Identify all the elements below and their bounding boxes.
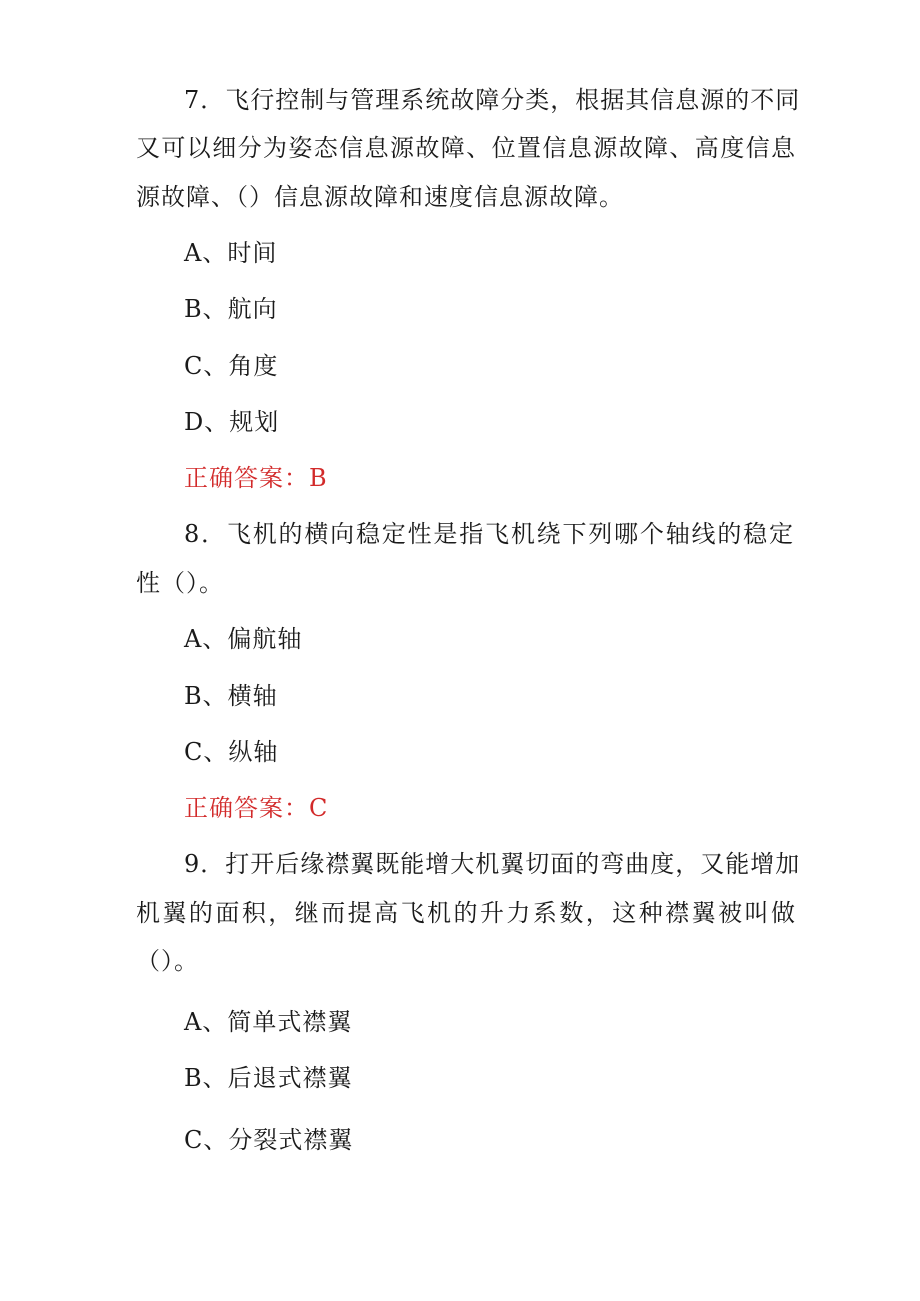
question-8-answer: 正确答案：C xyxy=(184,794,329,822)
question-8-line-2: 性（）。 xyxy=(136,569,224,597)
question-8-option-c: C、纵轴 xyxy=(184,738,279,766)
question-7-option-a: A、时间 xyxy=(184,239,278,267)
question-7-line-3: 源故障、（）信息源故障和速度信息源故障。 xyxy=(136,183,624,211)
question-7-line-1: 7．飞行控制与管理系统故障分类，根据其信息源的不同 xyxy=(184,86,801,114)
question-9-line-1: 9．打开后缘襟翼既能增大机翼切面的弯曲度，又能增加 xyxy=(184,850,801,878)
question-8-option-a: A、偏航轴 xyxy=(184,625,303,653)
question-7-option-d: D、规划 xyxy=(184,408,280,436)
question-7-option-c: C、角度 xyxy=(184,352,279,380)
question-9-option-c: C、分裂式襟翼 xyxy=(184,1126,354,1154)
question-7-answer: 正确答案：B xyxy=(184,464,328,492)
question-9-option-b: B、后退式襟翼 xyxy=(184,1064,353,1092)
question-7-line-2: 又可以细分为姿态信息源故障、位置信息源故障、高度信息 xyxy=(136,134,796,162)
question-9-option-a: A、简单式襟翼 xyxy=(184,1008,353,1036)
question-9-line-3: （）。 xyxy=(136,947,199,975)
question-9-line-2: 机翼的面积，继而提高飞机的升力系数，这种襟翼被叫做 xyxy=(136,899,796,927)
question-7-option-b: B、航向 xyxy=(184,295,278,323)
question-8-option-b: B、横轴 xyxy=(184,682,278,710)
question-8-line-1: 8．飞机的横向稳定性是指飞机绕下列哪个轴线的稳定 xyxy=(184,520,794,548)
